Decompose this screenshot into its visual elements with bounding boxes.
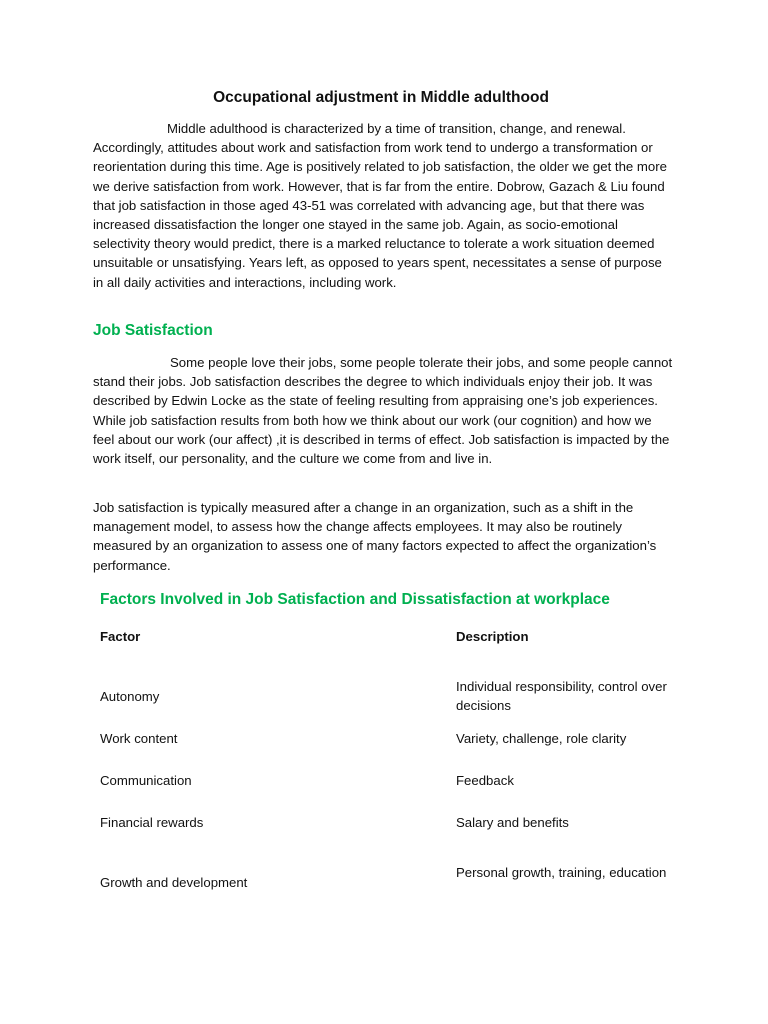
job-satisfaction-paragraph-2: Job satisfaction is typically measured after a change in an organization, such as a shift in the management model, to assess how the change affects employees. It may also be routinely measured by an organization to assess one of many factors expected to affect the organization’s performance. [93, 500, 657, 573]
table-cell-factor: Communication [100, 772, 192, 788]
table-cell-description: Variety, challenge, role clarity [456, 730, 627, 746]
section-heading-job-satisfaction: Job Satisfaction [93, 322, 213, 339]
table-cell-description: Individual responsibility, control over decisions [456, 679, 667, 713]
table-cell-description: Personal growth, training, education [456, 865, 667, 880]
intro-paragraph: Middle adulthood is characterized by a time of transition, change, and renewal. Accordingly, attitudes about work and satisfaction from work tend to undergo a transformation or reorientation during this time. Age is positively related to job satisfaction, the older we get the more we derive satisfaction from work. However, that is far from the entire. Dobrow, Gazach & Liu found that job satisfaction in those aged 43-51 was correlated with advancing age, but that there was increased dissatisfaction the longer one stayed in the same job. Again, as socio-emotional selectivity theory would predict, there is a marked reluctance to tolerate a work situation deemed unsuitable or unsatisfying. Years left, as opposed to years spent, necessitates a sense of purpose in all daily activities and interactions, including work. [93, 121, 667, 290]
factors-table-heading: Factors Involved in Job Satisfaction and Dissatisfaction at workplace [100, 591, 610, 608]
table-header-description: Description [456, 628, 529, 644]
job-satisfaction-paragraph-1: Some people love their jobs, some people tolerate their jobs, and some people cannot stand their jobs. Job satisfaction describes the degree to which individuals enjoy their job. It was described by Edwin Locke as the state of feeling resulting from appraising one’s job experiences. While job satisfaction results from both how we think about our work (our cognition) and how we feel about our work (our affect) ,it is described in terms of effect. Job satisfaction is impacted by the work itself, our personality, and the culture we come from and live in. [93, 355, 673, 467]
table-header-factor: Factor [100, 628, 141, 644]
table-cell-factor: Growth and development [100, 875, 248, 890]
table-cell-description: Salary and benefits [456, 814, 569, 830]
page-title: Occupational adjustment in Middle adulthood [213, 89, 549, 106]
table-cell-factor: Autonomy [100, 689, 160, 704]
table-cell-factor: Financial rewards [100, 814, 204, 830]
table-cell-description: Feedback [456, 772, 514, 788]
table-cell-factor: Work content [100, 730, 178, 746]
